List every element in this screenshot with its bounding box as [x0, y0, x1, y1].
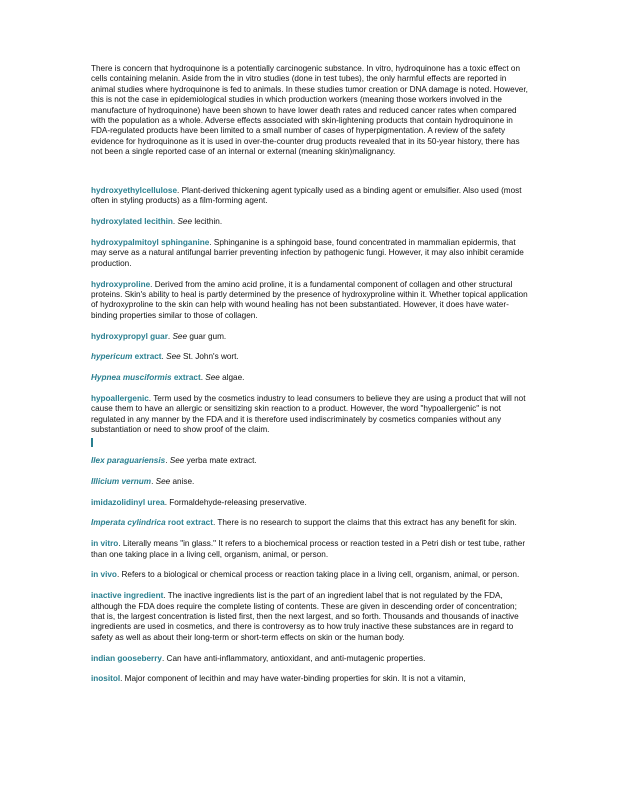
cross-reference: lecithin.	[194, 217, 223, 227]
entry-term: indian gooseberry	[91, 653, 162, 663]
entry-term-italic: Ilex paraguariensis	[91, 456, 166, 466]
entry-term: in vivo	[91, 570, 117, 580]
entry-hypnea-musciformis-extract: Hypnea musciformis extract. See algae.	[91, 373, 245, 383]
entry-term: hydroxyethylcellulose	[91, 186, 178, 195]
entry-definition: Major component of lecithin and may have water-binding properties for skin. It is not a vitamin,	[124, 674, 466, 684]
entry-definition: Can have anti-inflammatory, antioxidant, and anti-mutagenic properties.	[166, 653, 426, 663]
entry-hydroxypalmitoyl-sphinganine: hydroxypalmitoyl sphinganine. Sphinganine is a sphingoid base, found concentrated in mammalian epidermis, that may serve as a natural antifungal barrier preventing infection by pathogenic fungi. However, it may also inhibit ceramide production.	[91, 238, 524, 268]
entry-hypoallergenic: hypoallergenic. Term used by the cosmetics industry to lead consumers to believe they are using a product that will not cause them to have an allergic or sensitizing skin reaction to a product. However, the word "hypoallergenic" is not regulated in any manner by the FDA and it is therefore used indiscriminately by cosmetics companies without any substantiation or need to show proof of the claim.	[91, 394, 526, 435]
entry-definition: There is no research to support the claims that this extract has any benefit for skin.	[217, 518, 517, 528]
entry-term: inactive ingredient	[91, 591, 164, 601]
entry-inactive-ingredient: inactive ingredient. The inactive ingredients list is the part of an ingredient label that is not regulated by the FDA, although the FDA does require the complete listing of contents. These are given in descending order of concentration; that is, the largest concentration is listed first, then the next largest, and so forth. Thousands and thousands of inactive ingredients are used in cosmetics, and there is controversy as to how truly inactive these substances are in regard to safety as well as about their long-term or short-term effects on skin or the human body.	[91, 591, 519, 642]
entry-in-vivo: in vivo. Refers to a biological or chemical process or reaction taking place in a living cell, organism, animal, or person.	[91, 570, 520, 580]
entry-indian-gooseberry: indian gooseberry. Can have anti-inflammatory, antioxidant, and anti-mutagenic properties.	[91, 653, 426, 663]
entry-definition: The inactive ingredients list is the part of an ingredient label that is not regulated by the FDA, although the FDA does require the complete listing of contents. These are given in descending order of concentration; that is, the largest concentration is listed first, then the next largest, and so forth. Thousands and thousands of inactive ingredients are used in cosmetics, and there is controversy as to how truly inactive these substances are in regard to safety as well as about their long-term or short-term effects on skin or the human body.	[91, 591, 519, 642]
entry-definition: Literally means "in glass." It refers to a biochemical process or reaction tested in a Petri dish or test tube, rather than one taking place in a living cell, organism, animal, or person.	[91, 539, 526, 559]
cross-reference: algae.	[222, 373, 245, 383]
entry-imperata-cylindrica: Imperata cylindrica root extract. There is no research to support the claims that this extract has any benefit for skin.	[91, 518, 517, 528]
entry-definition: Sphinganine is a sphingoid base, found concentrated in mammalian epidermis, that may serve as a natural antifungal barrier preventing infection by pathogenic fungi. However, it may also inhibit ceramide production.	[91, 238, 524, 268]
entry-term: hypoallergenic	[91, 394, 149, 404]
entry-term-rest: root extract	[165, 518, 213, 528]
cross-reference: St. John's wort.	[182, 352, 239, 362]
entry-definition: Refers to a biological or chemical process or reaction taking place in a living cell, organism, animal, or person.	[121, 570, 520, 580]
glossary-entries	[91, 186, 531, 695]
entry-imidazolidinyl-urea: imidazolidinyl urea. Formaldehyde-releasing preservative.	[91, 497, 307, 507]
entry-term-italic: Hypnea musciformis	[91, 373, 172, 383]
entry-definition: Term used by the cosmetics industry to lead consumers to believe they are using a product that will not cause them to have an allergic or sensitizing skin reaction to a product. However, the word "hypoallergenic" is not regulated in any manner by the FDA and it is therefore used indiscriminately by cosmetics companies without any substantiation or need to show proof of the claim.	[91, 394, 526, 435]
entry-term-italic: Illicium vernum	[91, 476, 152, 486]
entry-illicium-vernum: Illicium vernum. See anise.	[91, 476, 195, 486]
cross-reference: yerba mate extract.	[186, 456, 257, 466]
entry-in-vitro: in vitro. Literally means "in glass." It refers to a biochemical process or reaction tested in a Petri dish or test tube, rather than one taking place in a living cell, organism, animal, or person.	[91, 539, 526, 559]
entry-term: in vitro	[91, 539, 119, 549]
entry-hydroxylated-lecithin: hydroxylated lecithin. See lecithin.	[91, 217, 223, 227]
entry-term: hydroxyproline	[91, 279, 151, 289]
see-label: See	[166, 352, 181, 362]
see-label: See	[205, 373, 220, 383]
entry-hydroxypropyl-guar: hydroxypropyl guar. See guar gum.	[91, 331, 227, 341]
entry-term: hydroxylated lecithin	[91, 217, 173, 227]
entry-term-rest: extract	[132, 352, 162, 362]
entry-definition: Plant-derived thickening agent typically used as a binding agent or emulsifier. Also used (most often in styling products) as a film-forming agent.	[91, 186, 522, 206]
entry-definition: Derived from the amino acid proline, it is a fundamental component of collagen and other structural proteins. Skin's ability to heal is partly determined by the presence of hydroxyproline within it. Whether topical application of hydroxyproline to the skin can help with wound healing has not been substantiated. However, it does have water-binding properties similar to those of collagen.	[91, 279, 528, 320]
entry-inositol: inositol. Major component of lecithin and may have water-binding properties for skin. It is not a vitamin,	[91, 674, 466, 684]
entry-term: hydroxypalmitoyl sphinganine	[91, 238, 210, 247]
entry-term-italic: hypericum	[91, 352, 133, 362]
cross-reference: guar gum.	[189, 331, 227, 341]
entry-term-rest: extract	[171, 373, 201, 383]
intro-paragraph: There is concern that hydroquinone is a potentially carcinogenic substance. In vitro, hydroquinone has a toxic effect on cells containing melanin. Aside from the in vitro studies (done in test tubes), the only harmful effects are reported in animal studies where hydroquinone is fed to animals. In these studies tumor creation or DNA damage is noted. However, this is not the case in epidemiological studies in which production workers (meaning those workers involved in the manufacture of hydroquinone) have been shown to have lower death rates and reduced cancer rates when compared with the population as a whole. Adverse effects associated with skin-lightening products that contain hydroquinone in FDA-regulated products have been limited to a small number of cases of hyperpigmentation. A review of the safety evidence for hydroquinone as it is used in over-the-counter drug products revealed that in its 50-year history, there has not been a single reported case of an internal or external (meaning skin)malignancy.	[91, 64, 528, 157]
entry-hydroxyproline: hydroxyproline. Derived from the amino acid proline, it is a fundamental component of collagen and other structural proteins. Skin's ability to heal is partly determined by the presence of hydroxyproline within it. Whether topical application of hydroxyproline to the skin can help with wound healing has not been substantiated. However, it does have water-binding properties similar to those of collagen.	[91, 279, 528, 320]
see-label: See	[169, 456, 185, 466]
see-label: See	[177, 217, 193, 227]
entry-term: imidazolidinyl urea	[91, 497, 165, 507]
entry-term: hydroxypropyl guar	[91, 331, 168, 341]
entry-ilex-paraguariensis: Ilex paraguariensis. See yerba mate extract.	[91, 456, 257, 466]
see-label: See	[155, 476, 171, 486]
entry-term-italic: Imperata cylindrica	[91, 518, 166, 528]
entry-definition: Formaldehyde-releasing preservative.	[169, 497, 307, 507]
see-label: See	[172, 331, 188, 341]
entry-hydroxyethylcellulose: hydroxyethylcellulose. Plant-derived thickening agent typically used as a binding agent or emulsifier. Also used (most often in styling products) as a film-forming agent.	[91, 186, 522, 206]
entry-term: inositol	[91, 674, 121, 684]
text-cursor	[91, 438, 93, 447]
cross-reference: anise.	[172, 476, 195, 486]
entry-hypericum-extract: hypericum extract. See St. John's wort.	[91, 352, 239, 362]
